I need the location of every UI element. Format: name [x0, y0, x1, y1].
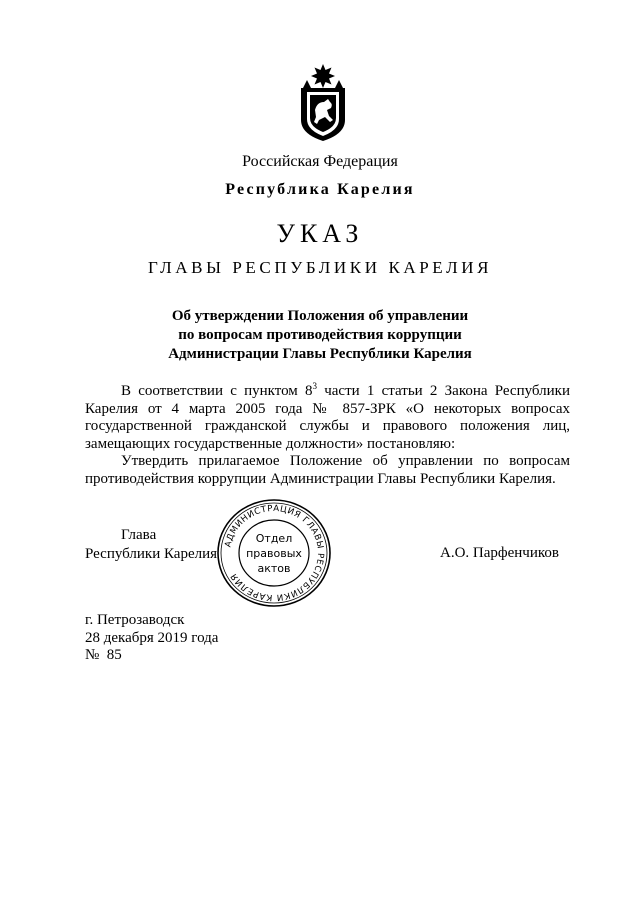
signer-title-line: Глава — [121, 527, 157, 543]
stamp-text-line: актов — [257, 562, 291, 575]
stamp-text-line: Отдел — [255, 532, 293, 545]
signer-title — [85, 526, 217, 564]
paragraph-text: В соответствии с пунктом 8 — [121, 383, 313, 399]
document-title-line: по вопросам противодействия коррупции — [178, 327, 462, 343]
document-number: № 85 — [85, 647, 122, 663]
document-title-line: Администрации Главы Республики Карелия — [168, 346, 472, 362]
issue-date: 28 декабря 2019 года — [85, 629, 219, 646]
official-stamp — [215, 497, 333, 609]
coat-of-arms-icon — [297, 64, 349, 142]
document-title-line: Об утверждении Положения об управлении — [171, 308, 469, 324]
document-body — [85, 378, 570, 489]
republic-name: Республика Карелия — [225, 181, 415, 198]
issue-details — [85, 612, 218, 665]
body-paragraph-2: Утвердить прилагаемое Положение об управлении по вопросам противодействия коррупции Администрации Главы Республики Карелия. — [85, 453, 570, 487]
body-paragraph-1 — [85, 378, 570, 453]
stamp-text-line: правовых — [246, 547, 302, 560]
signer-title-line: Республики Карелия — [85, 546, 218, 562]
issue-city: г. Петрозаводск — [85, 612, 185, 628]
superscript: 3 — [312, 381, 318, 391]
signer-name: А.О. Парфенчиков — [440, 545, 559, 561]
country-name: Российская Федерация — [242, 153, 398, 170]
document-issuer: ГЛАВЫ РЕСПУБЛИКИ КАРЕЛИЯ — [147, 258, 493, 277]
document-type: УКАЗ — [276, 219, 364, 248]
stamp-ring-text: АДМИНИСТРАЦИЯ ГЛАВЫ РЕСПУБЛИКИ КАРЕЛИЯ — [223, 503, 326, 603]
document-title — [0, 307, 640, 364]
paragraph-text: части 1 статьи 2 Закона Республики Карелия от 4 марта 2005 года № 857-ЗРК «О некоторых вопросах государственной гражданской службы и правового положения лиц, замещающих государственные должности» постановляю: — [85, 383, 570, 452]
